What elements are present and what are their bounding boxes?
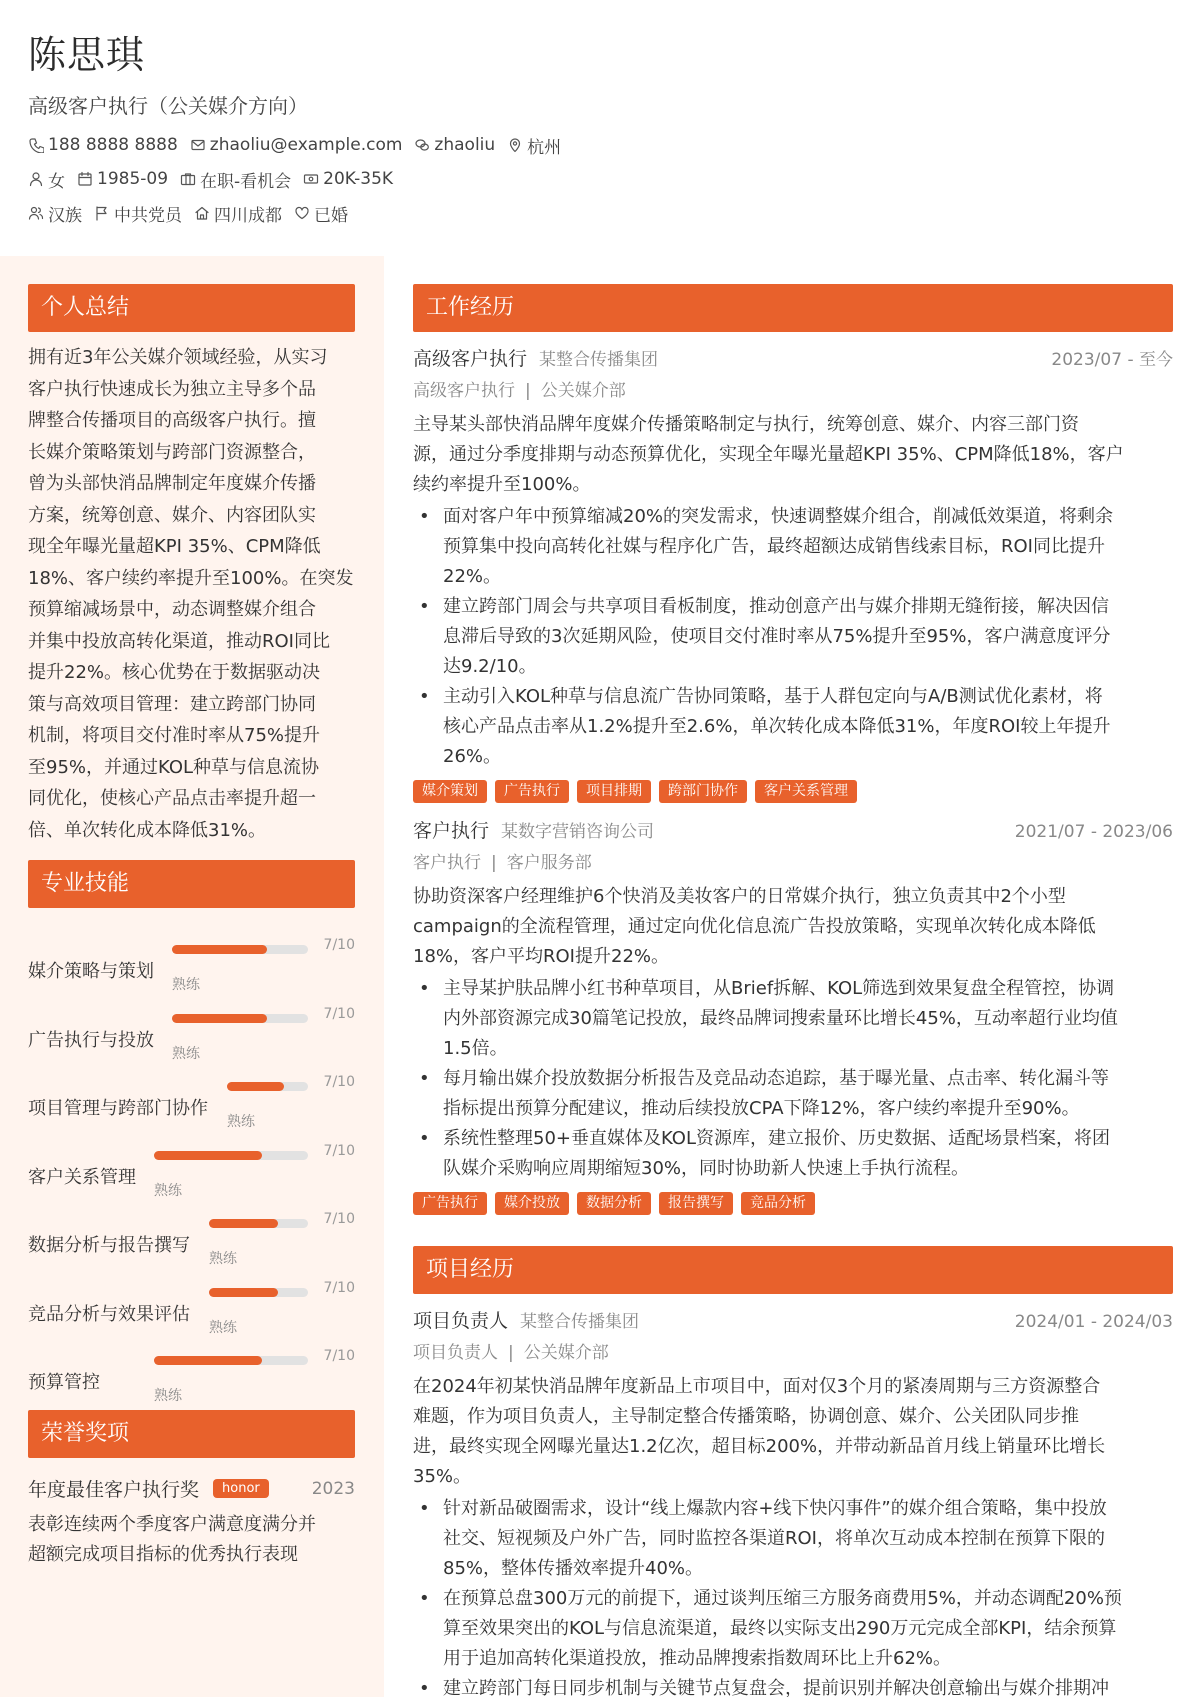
info-item [190, 135, 403, 155]
summary-line: 长媒介策略策划与跨部门资源整合， [28, 441, 316, 463]
summary-line: 策与高效项目管理：建立跨部门协同 [28, 693, 316, 715]
award-description [28, 1510, 355, 1570]
contact-info [28, 132, 728, 226]
section-header-work: 工作经历 [413, 284, 1173, 332]
info-text: zhaoliu [434, 135, 496, 155]
bullet-line: • 主导某护肤品牌小红书种草项目，从Brief拆解、KOL筛选到效果复盘全程管控，协调 [443, 978, 1115, 999]
description-line: 主导某头部快消品牌年度媒介传播策略制定与执行，统筹创意、媒介、内容三部门资 [413, 414, 1079, 435]
description-line: 源，通过分季度排期与动态预算优化，实现全年曝光量超KPI 35%、CPM降低18%，客户 [413, 444, 1124, 465]
info-text: zhaoliu@example.com [209, 135, 403, 155]
skill-tag: 媒介投放 [495, 1192, 569, 1215]
skill-score: 7/10 [323, 1211, 355, 1227]
skill-row [28, 924, 355, 993]
bullet-item [413, 974, 1173, 1064]
skill-level: 熟练 [172, 1045, 200, 1062]
bullet-line: 预算集中投向高转化社媒与程序化广告，最终超额达成销售线索目标，ROI同比提升 [443, 536, 1105, 557]
candidate-name: 陈思琪 [28, 33, 146, 77]
summary-line: 同优化，使核心产品点击率提升超一 [28, 788, 316, 809]
skill-level: 熟练 [154, 1388, 182, 1404]
summary-line: 曾为头部快消品牌制定年度媒介传播 [28, 473, 316, 494]
award-item [28, 1472, 355, 1570]
skill-name: 项目管理与跨部门协作 [28, 1098, 208, 1119]
heart-icon [294, 205, 314, 221]
skill-bar-fill [209, 1288, 278, 1297]
info-text: 汉族 [48, 205, 82, 226]
right-column [413, 284, 1173, 1697]
description-line: 进，最终实现全网曝光量达1.2亿次，超目标200%，并带动新品首月线上销量环比增长 [413, 1436, 1106, 1457]
skill-bar-fill [209, 1219, 278, 1228]
skill-bar [227, 1082, 308, 1091]
bullet-item [413, 682, 1173, 772]
skill-row [28, 1198, 355, 1267]
info-item [180, 167, 291, 192]
description-line: 在2024年初某快消品牌年度新品上市项目中，面对仅3个月的紧凑周期与三方资源整合 [413, 1376, 1101, 1397]
info-text: 188 8888 8888 [48, 135, 178, 155]
project-item [413, 1304, 1173, 1697]
bullet-item [413, 1124, 1173, 1184]
skill-name: 数据分析与报告撰写 [28, 1235, 190, 1256]
bullet-line: 85%，整体传播效率提升40%。 [443, 1558, 704, 1579]
skill-bar [154, 1356, 308, 1365]
skill-level: 熟练 [209, 1319, 237, 1336]
candidate-title: 高级客户执行（公关媒介方向） [28, 94, 308, 118]
entry-title: 客户执行 [413, 820, 490, 842]
entry-subtitle [413, 1338, 1173, 1368]
skill-score: 7/10 [323, 1005, 355, 1022]
skill-tag: 广告执行 [495, 780, 569, 803]
description-line: 35%。 [413, 1466, 472, 1487]
info-item [28, 167, 65, 192]
summary-line: 至95%，并通过KOL种草与信息流协 [28, 756, 320, 778]
bullet-line: 1.5倍。 [443, 1038, 508, 1059]
bullet-line: 达9.2/10。 [443, 656, 537, 677]
skill-bar-fill [154, 1356, 262, 1365]
skill-name: 客户关系管理 [28, 1166, 136, 1188]
skill-row [28, 1130, 355, 1199]
skill-bar-fill [154, 1151, 262, 1160]
skill-row [28, 1335, 355, 1404]
skill-tag: 竞品分析 [741, 1192, 815, 1215]
award-desc-line: 表彰连续两个季度客户满意度满分并 [28, 1513, 316, 1535]
entry-department: 公关媒介部 [540, 381, 626, 401]
info-text: 20K-35K [323, 169, 394, 189]
summary-line: 倍、单次转化成本降低31%。 [28, 819, 267, 841]
skill-bar [209, 1219, 308, 1228]
info-text: 四川成都 [214, 205, 282, 226]
entry-header [413, 1304, 1173, 1338]
info-item [28, 201, 82, 226]
entry-date: 2024/01 - 2024/03 [1014, 1312, 1173, 1332]
skill-bar [209, 1288, 308, 1297]
bullet-line: 内外部资源完成30篇笔记投放，最终品牌词搜索量环比增长45%，互动率超行业均值 [443, 1008, 1118, 1029]
skills-list [28, 924, 355, 1404]
user-icon [28, 171, 48, 187]
skill-name: 广告执行与投放 [28, 1029, 154, 1051]
entry-subtitle [413, 376, 1173, 406]
skill-tag: 跨部门协作 [659, 780, 747, 803]
bullet-line: • 在预算总盘300万元的前提下，通过谈判压缩三方服务商费用5%，并动态调配20%预 [443, 1588, 1122, 1609]
award-badge: honor [213, 1479, 269, 1498]
entry-department: 公关媒介部 [523, 1343, 609, 1363]
bullet-line: • 面对客户年中预算缩减20%的突发需求，快速调整媒介组合，削减低效渠道，将剩余 [443, 506, 1114, 527]
skill-score: 7/10 [323, 1142, 355, 1159]
description-line: 18%，客户平均ROI提升22%。 [413, 946, 669, 967]
info-row [28, 166, 728, 192]
bullet-item [413, 592, 1173, 682]
info-item [194, 201, 282, 226]
info-text: 女 [48, 171, 65, 192]
bullet-line: 22%。 [443, 566, 502, 587]
skill-bar [172, 1014, 308, 1023]
entry-description [413, 1372, 1173, 1492]
skill-score: 7/10 [323, 1348, 355, 1364]
bullet-line: 社交、短视频及户外广告，同时监控各渠道ROI，将单次互动成本控制在预算下限的 [443, 1528, 1105, 1549]
bullet-line: • 针对新品破圈需求，设计“线上爆款内容+线下快闪事件”的媒介组合策略，集中投放 [443, 1498, 1107, 1519]
bullet-list [413, 1494, 1173, 1697]
people-icon [28, 205, 48, 221]
tag-list [413, 780, 1173, 804]
bullet-line: 息滞后导致的3次延期风险，使项目交付准时率从75%提升至95%，客户满意度评分 [443, 626, 1111, 647]
info-item [507, 133, 561, 158]
summary-line: 机制，将项目交付准时率从75%提升 [28, 725, 321, 746]
bullet-item [413, 1064, 1173, 1124]
bullet-item [413, 1674, 1173, 1697]
skill-tag: 广告执行 [413, 1192, 487, 1215]
skill-level: 熟练 [154, 1182, 182, 1199]
resume-header [28, 30, 728, 226]
skill-tag: 项目排期 [577, 780, 651, 803]
work-experience-list [413, 342, 1173, 1216]
award-year: 2023 [311, 1478, 355, 1499]
entry-role: 项目负责人 [413, 1343, 498, 1363]
skill-row [28, 1267, 355, 1336]
summary-line: 现全年曝光量超KPI 35%、CPM降低 [28, 536, 321, 557]
bullet-line: • 主动引入KOL种草与信息流广告协同策略，基于人群包定向与A/B测试优化素材，将 [443, 686, 1103, 707]
bullet-line: 算至效果突出的KOL与信息流渠道，最终以实际支出290万元完成全部KPI，结余预算 [443, 1618, 1117, 1639]
entry-description [413, 882, 1173, 972]
bullet-line: 用于追加高转化渠道投放，推动品牌搜索指数周环比上升62%。 [443, 1648, 952, 1669]
entry-title: 高级客户执行 [413, 348, 528, 370]
info-text: 已婚 [314, 205, 348, 226]
entry-date: 2023/07 - 至今 [1051, 350, 1173, 370]
bullet-list [413, 502, 1173, 772]
work-experience-item [413, 814, 1173, 1216]
info-item [303, 169, 393, 189]
separator: | [491, 853, 497, 873]
flag-icon [94, 205, 114, 221]
skill-tag: 数据分析 [577, 1192, 651, 1215]
skill-level: 熟练 [209, 1251, 237, 1267]
info-row [28, 132, 728, 158]
summary-line: 预算缩减场景中，动态调整媒介组合 [28, 599, 316, 620]
entry-header [413, 814, 1173, 848]
skill-tag: 报告撰写 [659, 1192, 733, 1215]
bullet-item [413, 1494, 1173, 1584]
skill-score: 7/10 [323, 1074, 355, 1090]
bullet-line: 指标提出预算分配建议，推动后续投放CPA下降12%，客户续约率提升至90%。 [443, 1098, 1080, 1119]
description-line: campaign的全流程管理，通过定向优化信息流广告投放策略，实现单次转化成本降低 [413, 916, 1096, 937]
mail-icon [190, 137, 210, 153]
entry-description [413, 410, 1173, 500]
bullet-line: 26%。 [443, 746, 502, 767]
skill-score: 7/10 [323, 1279, 355, 1296]
left-column [28, 284, 355, 1570]
skill-name: 预算管控 [28, 1372, 100, 1393]
summary-line: 并集中投放高转化渠道，推动ROI同比 [28, 630, 330, 652]
skill-bar [172, 945, 308, 954]
bullet-line: • 建立跨部门周会与共享项目看板制度，推动创意产出与媒介排期无缝衔接，解决因信 [443, 596, 1109, 617]
entry-role: 客户执行 [413, 853, 481, 873]
entry-date: 2021/07 - 2023/06 [1014, 822, 1173, 842]
bullet-line: 队媒介采购响应周期缩短30%，同时协助新人快速上手执行流程。 [443, 1158, 970, 1179]
skill-name: 媒介策略与策划 [28, 961, 154, 982]
bullet-item [413, 1584, 1173, 1674]
skill-bar-fill [172, 1014, 267, 1023]
description-line: 协助资深客户经理维护6个快消及美妆客户的日常媒介执行，独立负责其中2个小型 [413, 886, 1066, 907]
skill-name: 竞品分析与效果评估 [28, 1303, 190, 1325]
info-text: 中共党员 [114, 205, 182, 226]
entry-title: 项目负责人 [413, 1310, 509, 1332]
separator: | [525, 381, 531, 401]
project-experience-list [413, 1304, 1173, 1697]
info-row [28, 200, 728, 226]
entry-company: 某数字营销咨询公司 [501, 822, 655, 842]
entry-header [413, 342, 1173, 376]
skill-bar-fill [227, 1082, 284, 1091]
separator: | [508, 1343, 514, 1363]
entry-company: 某整合传播集团 [539, 350, 659, 370]
skill-level: 熟练 [227, 1114, 255, 1130]
info-item [414, 135, 495, 155]
summary-line: 方案，统筹创意、媒介、内容团队实 [28, 504, 316, 526]
info-text: 1985-09 [97, 169, 169, 189]
award-desc-line: 超额完成项目指标的优秀执行表现 [28, 1543, 298, 1565]
entry-company: 某整合传播集团 [520, 1312, 640, 1332]
home-icon [194, 205, 214, 221]
bullet-list [413, 974, 1173, 1184]
skill-row [28, 1061, 355, 1130]
info-item [294, 201, 348, 226]
info-item [77, 169, 168, 189]
summary-text [28, 342, 355, 846]
skill-tag: 媒介策划 [413, 780, 487, 803]
briefcase-icon [180, 171, 200, 187]
money-icon [303, 171, 323, 187]
skill-level: 熟练 [172, 977, 200, 993]
summary-line: 18%、客户续约率提升至100%。在突发 [28, 567, 354, 589]
skill-bar-fill [172, 945, 267, 954]
phone-icon [28, 137, 48, 153]
tag-list [413, 1192, 1173, 1216]
summary-line: 牌整合传播项目的高级客户执行。擅 [28, 410, 316, 431]
section-header-projects: 项目经历 [413, 1246, 1173, 1294]
info-text: 在职-看机会 [200, 171, 292, 192]
section-header-skills: 专业技能 [28, 860, 355, 908]
location-icon [507, 137, 527, 153]
skill-tag: 客户关系管理 [755, 780, 857, 803]
award-name: 年度最佳客户执行奖 [28, 1479, 200, 1501]
entry-department: 客户服务部 [506, 853, 592, 873]
summary-line: 拥有近3年公关媒介领域经验，从实习 [28, 347, 328, 368]
bullet-line: • 每月输出媒介投放数据分析报告及竞品动态追踪，基于曝光量、点击率、转化漏斗等 [443, 1068, 1109, 1089]
summary-line: 提升22%。核心优势在于数据驱动决 [28, 662, 321, 683]
bullet-line: • 建立跨部门每日同步机制与关键节点复盘会，提前识别并解决创意输出与媒介排期冲 [443, 1678, 1109, 1697]
info-text: 杭州 [527, 137, 562, 158]
calendar-icon [77, 171, 97, 187]
wechat-icon [414, 137, 434, 153]
section-header-awards: 荣誉奖项 [28, 1410, 355, 1458]
bullet-line: 核心产品点击率从1.2%提升至2.6%，单次转化成本降低31%，年度ROI较上年提升 [443, 716, 1111, 737]
section-header-summary: 个人总结 [28, 284, 355, 332]
description-line: 难题，作为项目负责人，主导制定整合传播策略，协调创意、媒介、公关团队同步推 [413, 1406, 1079, 1427]
entry-subtitle [413, 848, 1173, 878]
work-experience-item [413, 342, 1173, 804]
description-line: 续约率提升至100%。 [413, 474, 591, 495]
skill-bar [154, 1151, 308, 1160]
info-item [94, 201, 182, 226]
entry-role: 高级客户执行 [413, 381, 515, 401]
skill-row [28, 993, 355, 1062]
bullet-line: • 系统性整理50+垂直媒体及KOL资源库，建立报价、历史数据、适配场景档案，将团 [443, 1128, 1110, 1149]
bullet-item [413, 502, 1173, 592]
info-item [28, 135, 178, 155]
summary-line: 客户执行快速成长为独立主导多个品 [28, 378, 316, 400]
skill-score: 7/10 [323, 937, 355, 953]
